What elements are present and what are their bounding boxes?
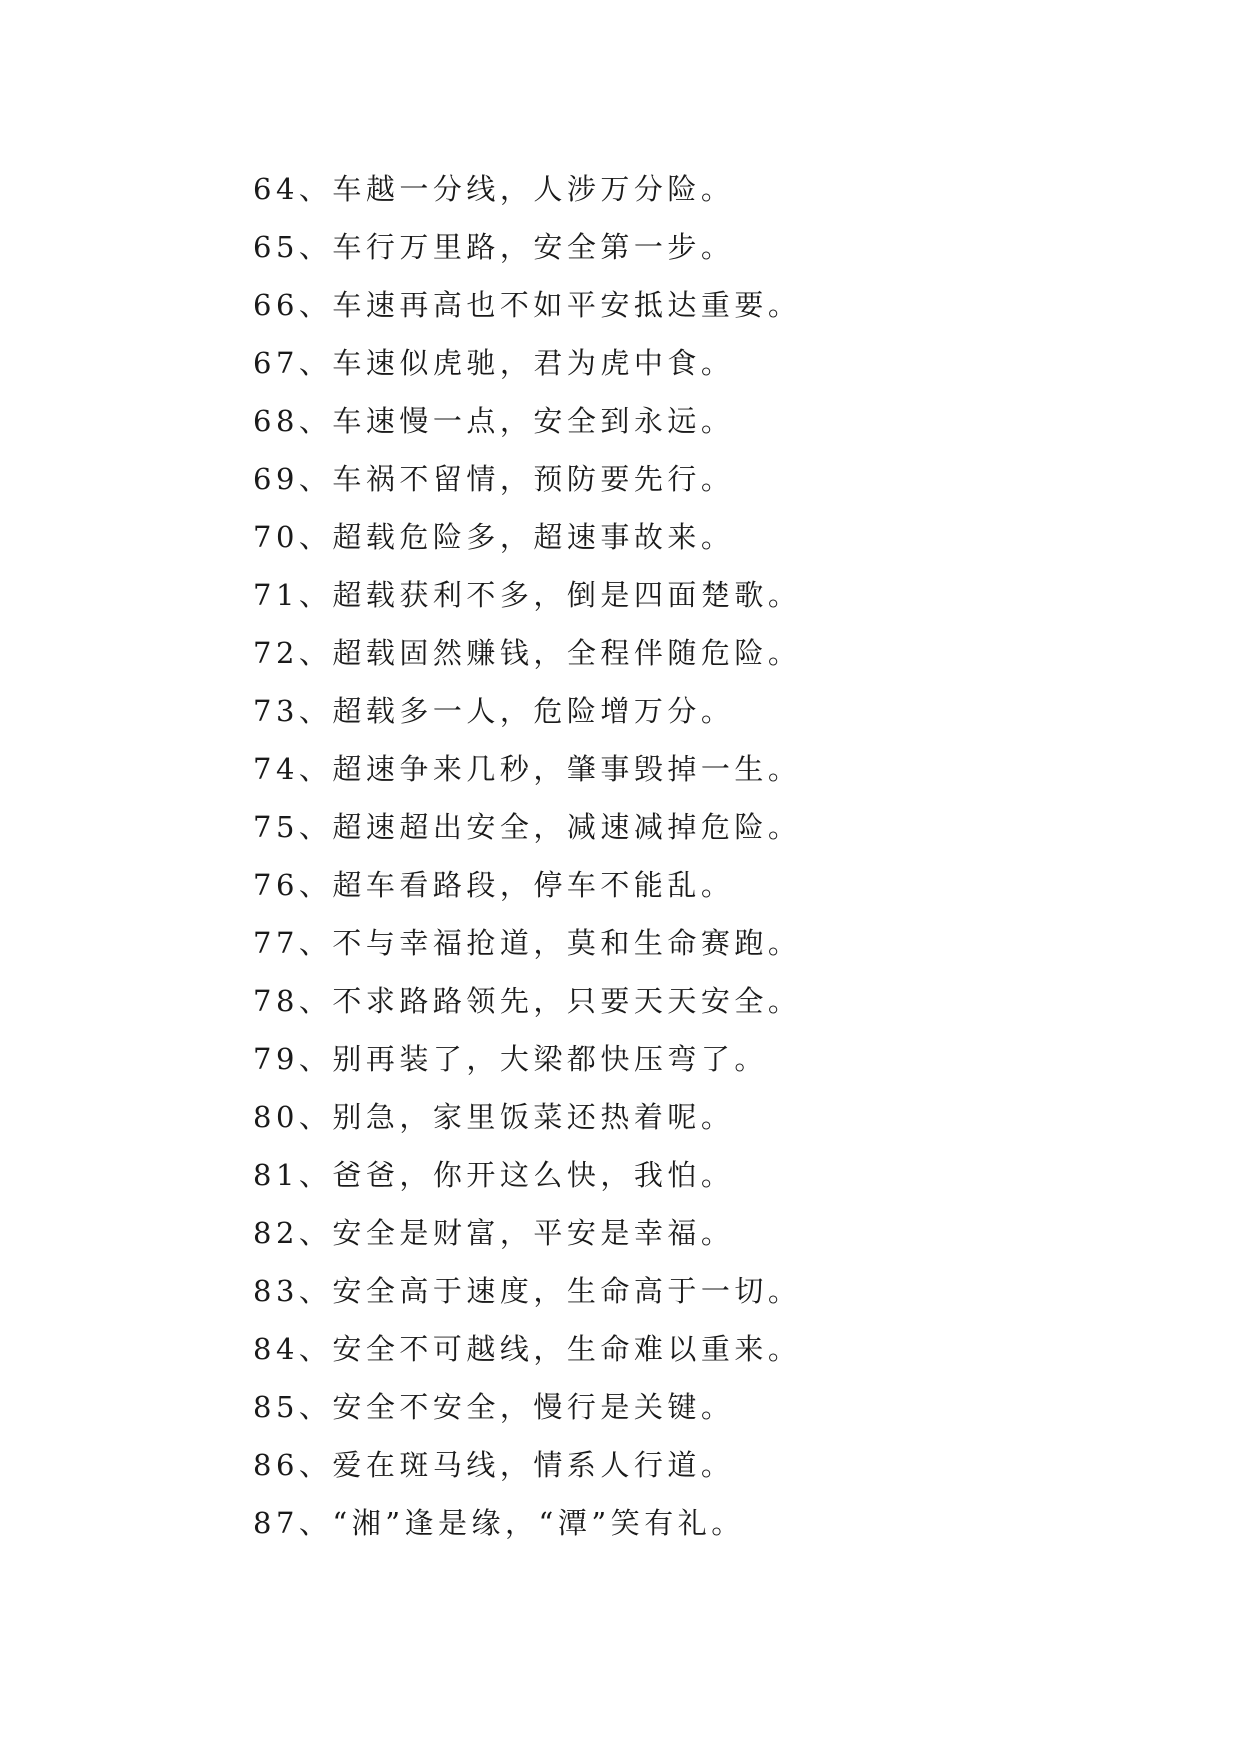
list-item: 85、安全不安全，慢行是关键。 (253, 1390, 735, 1424)
list-item: 84、安全不可越线，生命难以重来。 (253, 1332, 802, 1366)
list-item: 82、安全是财富，平安是幸福。 (253, 1216, 735, 1250)
list-item: 68、车速慢一点，安全到永远。 (253, 404, 735, 438)
list-item: 87、“湘”逢是缘，“潭”笑有礼。 (253, 1506, 745, 1540)
list-item: 67、车速似虎驰，君为虎中食。 (253, 346, 735, 380)
list-item: 80、别急，家里饭菜还热着呢。 (253, 1100, 735, 1134)
list-item: 64、车越一分线，人涉万分险。 (253, 172, 735, 206)
list-item: 70、超载危险多，超速事故来。 (253, 520, 735, 554)
slogan-list (253, 160, 801, 1552)
list-item: 79、别再装了，大梁都快压弯了。 (253, 1042, 768, 1076)
list-item: 69、车祸不留情，预防要先行。 (253, 462, 735, 496)
list-item: 76、超车看路段，停车不能乱。 (253, 868, 735, 902)
list-item: 74、超速争来几秒，肇事毁掉一生。 (253, 752, 802, 786)
list-item: 71、超载获利不多，倒是四面楚歌。 (253, 578, 802, 612)
list-item: 86、爱在斑马线，情系人行道。 (253, 1448, 735, 1482)
list-item: 66、车速再高也不如平安抵达重要。 (253, 288, 802, 322)
list-item: 75、超速超出安全，减速减掉危险。 (253, 810, 802, 844)
list-item: 72、超载固然赚钱，全程伴随危险。 (253, 636, 802, 670)
list-item: 83、安全高于速度，生命高于一切。 (253, 1274, 802, 1308)
list-item: 81、爸爸，你开这么快，我怕。 (253, 1158, 735, 1192)
list-item: 73、超载多一人，危险增万分。 (253, 694, 735, 728)
list-item: 65、车行万里路，安全第一步。 (253, 230, 735, 264)
list-item: 77、不与幸福抢道，莫和生命赛跑。 (253, 926, 802, 960)
list-item: 78、不求路路领先，只要天天安全。 (253, 984, 802, 1018)
